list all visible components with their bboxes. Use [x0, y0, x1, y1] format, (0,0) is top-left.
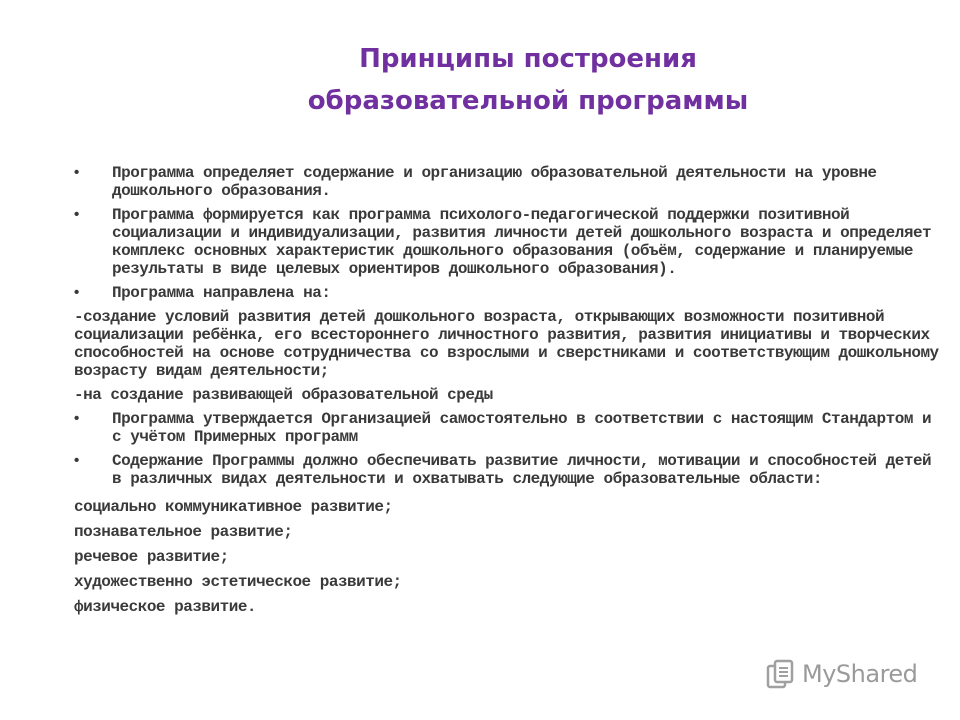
bullet-symbol: • — [74, 452, 79, 469]
bullet-item — [74, 206, 944, 278]
bullet-symbol: • — [74, 284, 79, 301]
mysharedlogo-icon — [766, 659, 796, 689]
slide-title-line-1: Принципы построения — [359, 44, 697, 74]
bullet-text: Программа утверждается Организацией самостоятельно в соответствии с настоящим Стандартом и с учётом Примерных программ — [112, 410, 932, 446]
slide-body — [74, 164, 944, 623]
direction-item: -создание условий развития детей дошкольного возраста, открывающих возможности позитивной социализации ребёнка, его всестороннего личностного развития, развития инициативы и творческих способностей на основе сотрудничества со взрослыми и сверстниками и соответствующим дошкольному возрасту видам деятельности; — [74, 308, 939, 380]
direction-item: -на создание развивающей образовательной среды — [74, 386, 493, 404]
bullet-item — [74, 452, 944, 488]
bullet-text: Программа направлена на: — [112, 284, 331, 302]
slide-title — [0, 38, 960, 122]
bullet-symbol: • — [74, 410, 79, 427]
bullet-item — [74, 164, 944, 200]
bullet-text: Программа формируется как программа психолого-педагогической поддержки позитивной социализации и индивидуализации, развития личности детей дошкольного возраста и определяет комплекс основных характеристик дошкольного образования (объём, содержание и планируемые результаты в виде целевых ориентиров дошкольного образования). — [112, 206, 932, 278]
educational-area-item: физическое развитие. — [74, 598, 257, 616]
bullet-item — [74, 284, 944, 302]
educational-area-item: познавательное развитие; — [74, 523, 293, 541]
watermark-text: MyShared — [802, 660, 918, 688]
bullet-symbol: • — [74, 164, 79, 181]
slide-title-line-2: образовательной программы — [307, 86, 749, 116]
educational-area-item: социально коммуникативное развитие; — [74, 498, 393, 516]
bullet-item — [74, 410, 944, 446]
bullet-symbol: • — [74, 206, 79, 223]
educational-areas-list — [74, 498, 944, 616]
educational-area-item: речевое развитие; — [74, 548, 229, 566]
educational-area-item: художественно эстетическое развитие; — [74, 573, 402, 591]
bullet-text: Содержание Программы должно обеспечивать развитие личности, мотивации и способностей детей в различных видах деятельности и охватывать следующие образовательные области: — [112, 452, 932, 488]
myshared-watermark — [766, 656, 917, 692]
bullet-text: Программа определяет содержание и организацию образовательной деятельности на уровне дошкольного образования. — [112, 164, 877, 200]
